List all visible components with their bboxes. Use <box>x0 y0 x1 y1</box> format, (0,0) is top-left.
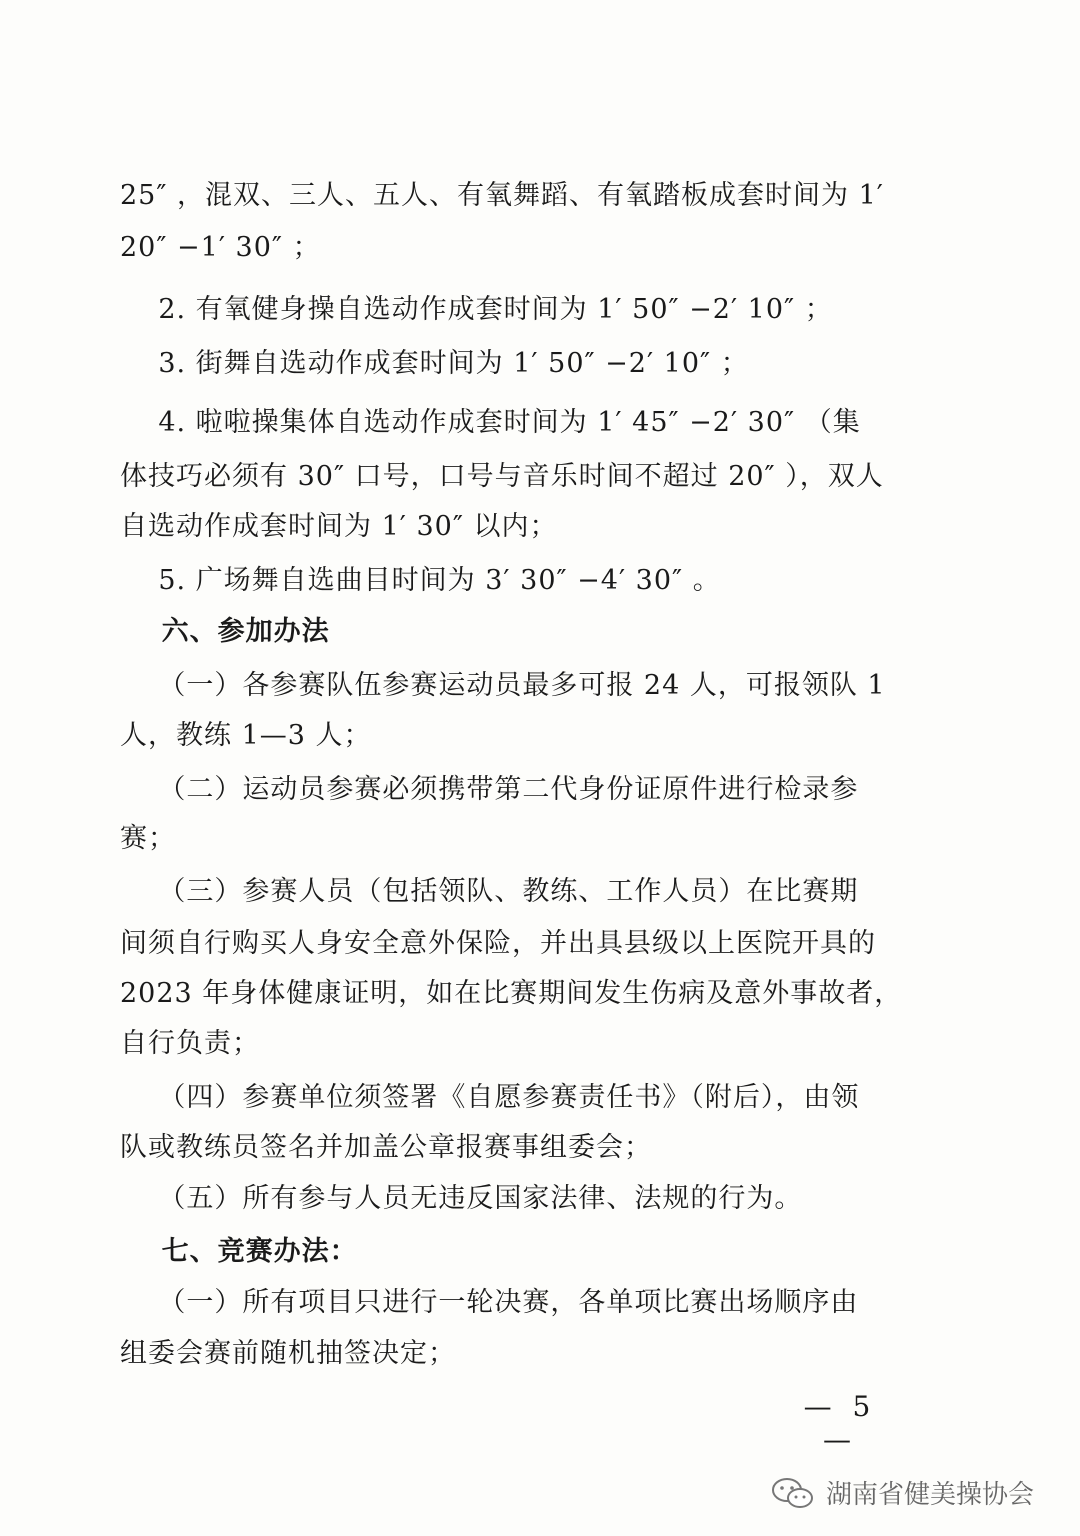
watermark-text: 湖南省健美操协会 <box>826 1480 1035 1510</box>
body-line: （二）运动员参赛必须携带第二代身份证原件进行检录参 <box>120 774 859 805</box>
section-heading: 七、竞赛办法： <box>120 1236 358 1267</box>
body-line: 20″ −1′ 30″ ； <box>120 232 321 263</box>
body-line: 自行负责； <box>120 1028 260 1059</box>
body-line: 自选动作成套时间为 1′ 30″ 以内； <box>120 511 558 542</box>
body-line: 4. 啦啦操集体自选动作成套时间为 1′ 45″ −2′ 30″ （集 <box>120 407 861 438</box>
body-line: 间须自行购买人身安全意外保险，并出具县级以上医院开具的 <box>120 928 876 959</box>
body-line: 25″ ，混双、三人、五人、有氧舞蹈、有氧踏板成套时间为 1′ <box>120 180 884 211</box>
body-line: 5. 广场舞自选曲目时间为 3′ 30″ −4′ 30″ 。 <box>120 565 721 596</box>
body-line: 2. 有氧健身操自选动作成套时间为 1′ 50″ −2′ 10″ ； <box>120 294 833 325</box>
body-line: 3. 街舞自选动作成套时间为 1′ 50″ −2′ 10″ ； <box>120 348 749 379</box>
body-line: （一）各参赛队伍参赛运动员最多可报 24 人，可报领队 1 <box>120 670 886 701</box>
section-heading: 六、参加办法 <box>120 616 330 647</box>
body-line: 队或教练员签名并加盖公章报赛事组委会； <box>120 1132 652 1163</box>
page-number: — 5 — <box>803 1390 877 1456</box>
body-line: 人，教练 1—3 人； <box>120 720 372 751</box>
wechat-icon <box>770 1476 816 1510</box>
body-line: （一）所有项目只进行一轮决赛，各单项比赛出场顺序由 <box>120 1287 859 1318</box>
body-line: 体技巧必须有 30″ 口号，口号与音乐时间不超过 20″ ），双人 <box>120 461 884 492</box>
body-line: （三）参赛人员（包括领队、教练、工作人员）在比赛期 <box>120 876 859 907</box>
body-line: （五）所有参与人员无违反国家法律、法规的行为。 <box>120 1183 803 1214</box>
body-line: 组委会赛前随机抽签决定； <box>120 1338 456 1369</box>
body-line: 2023 年身体健康证明，如在比赛期间发生伤病及意外事故者， <box>120 978 903 1009</box>
body-line: 赛； <box>120 823 176 854</box>
body-line: （四）参赛单位须签署《自愿参赛责任书》（附后），由领 <box>120 1082 860 1113</box>
account-watermark <box>770 1474 1034 1511</box>
